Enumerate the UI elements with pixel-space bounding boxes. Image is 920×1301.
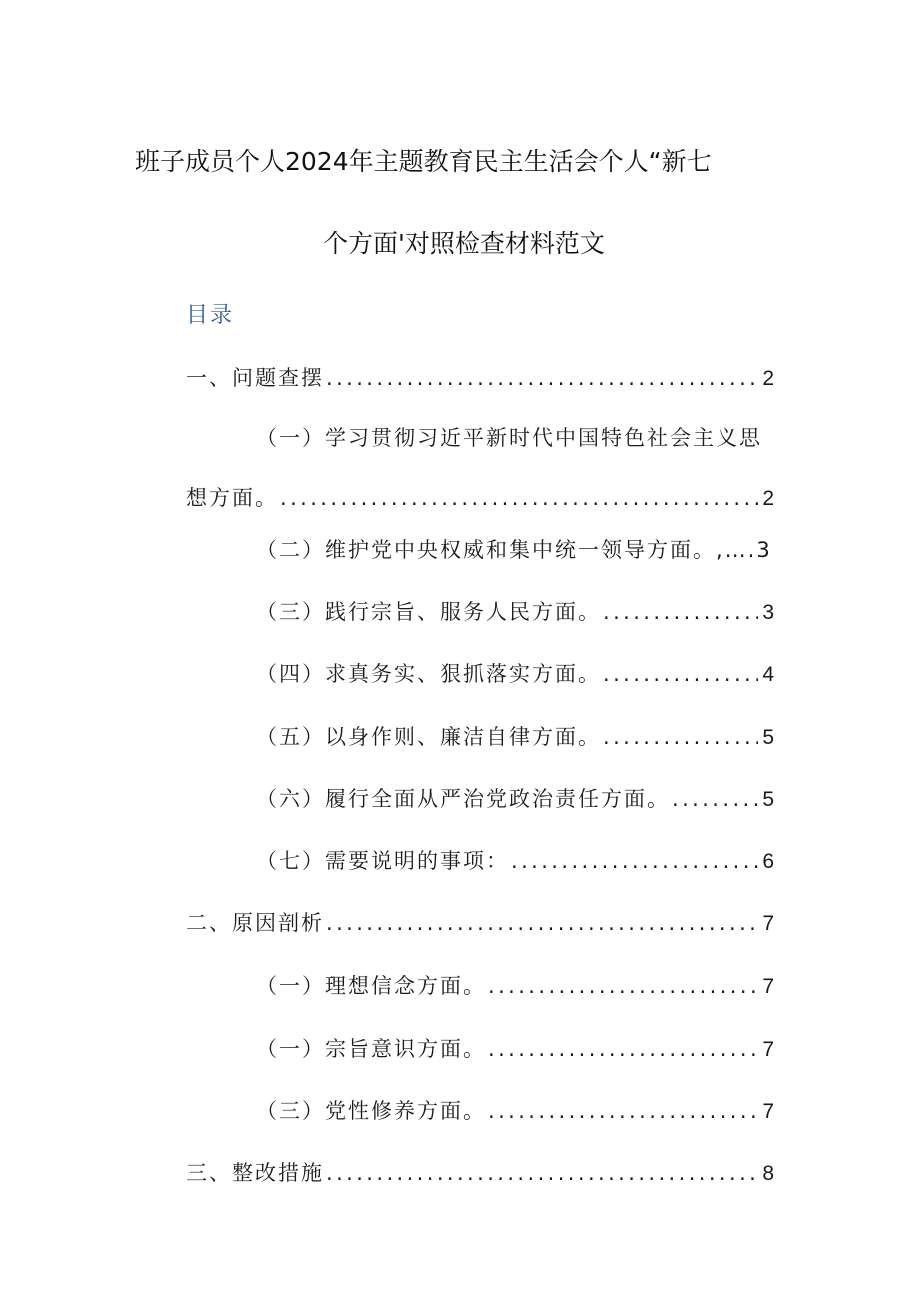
toc-entry-label: 三、整改措施 — [186, 1161, 324, 1185]
toc-entry-purpose-awareness[interactable] — [186, 1037, 774, 1062]
toc-entry-rectification[interactable] — [186, 1161, 774, 1186]
toc-page-number: 7 — [762, 975, 774, 998]
toc-entry-label: 二、原因剖析 — [186, 911, 324, 935]
document-title-line-1: 班子成员个人2024年主题教育民主生活会个人“新七 — [135, 147, 712, 176]
toc-dot-leader — [672, 787, 758, 811]
toc-page-number: 2 — [762, 487, 774, 510]
toc-dot-leader — [326, 1161, 758, 1185]
toc-dot-leader — [511, 849, 758, 873]
toc-entry-problems[interactable] — [186, 366, 774, 391]
toc-entry-matters-to-explain[interactable] — [186, 849, 774, 874]
toc-entry-cause-analysis[interactable] — [186, 911, 774, 936]
toc-entry-label-line-2: 想方面。 — [186, 486, 278, 510]
toc-dot-leader — [603, 725, 758, 749]
toc-page-number: 7 — [762, 1100, 774, 1123]
toc-entry-label: （一）理想信念方面。 — [256, 974, 486, 998]
toc-heading: 目录 — [186, 303, 235, 328]
toc-page-number: 7 — [762, 1038, 774, 1061]
toc-entry-pragmatic[interactable] — [186, 662, 774, 687]
toc-page-number: 6 — [762, 850, 774, 873]
toc-dot-leader — [280, 486, 758, 510]
toc-entry-study-thought[interactable] — [186, 426, 774, 511]
toc-dot-leader — [488, 974, 758, 998]
toc-entry-label: （四）求真务实、狠抓落实方面。 — [256, 662, 601, 686]
toc-entry-integrity[interactable] — [186, 725, 774, 750]
toc-entry-uphold-authority[interactable] — [186, 538, 774, 562]
toc-page-number: 7 — [762, 912, 774, 935]
toc-page-number: 5 — [762, 788, 774, 811]
toc-page-number: 2 — [762, 367, 774, 390]
toc-dot-leader — [603, 600, 758, 624]
document-title-line-2: 个方面'对照检查材料范文 — [323, 229, 605, 258]
toc-entry-label: 一、问题查摆 — [186, 366, 324, 390]
toc-entry-label: （一）宗旨意识方面。 — [256, 1037, 486, 1061]
toc-entry-label: （三）践行宗旨、服务人民方面。 — [256, 600, 601, 624]
toc-entry-label: （七）需要说明的事项： — [256, 849, 509, 873]
toc-entry-label: （五）以身作则、廉洁自律方面。 — [256, 725, 601, 749]
toc-dot-leader — [326, 911, 758, 935]
toc-entry-party-governance[interactable] — [186, 787, 774, 812]
toc-entry-label: （三）党性修养方面。 — [256, 1099, 486, 1123]
toc-dot-leader — [326, 366, 758, 390]
toc-entry-label: （六）履行全面从严治党政治责任方面。 — [256, 787, 670, 811]
toc-entry-ideals-beliefs[interactable] — [186, 974, 774, 999]
toc-page-number: 5 — [762, 726, 774, 749]
toc-entry-serve-people[interactable] — [186, 600, 774, 625]
toc-dot-leader — [488, 1037, 758, 1061]
toc-entry-label-line-1: （一）学习贯彻习近平新时代中国特色社会主义思 — [256, 426, 762, 450]
toc-page-number: 8 — [762, 1162, 774, 1185]
toc-dot-leader — [488, 1099, 758, 1123]
toc-page-number: 4 — [762, 663, 774, 686]
toc-entry-party-spirit[interactable] — [186, 1099, 774, 1124]
toc-dot-leader — [603, 662, 758, 686]
toc-page-number: 3 — [762, 601, 774, 624]
toc-entry-label: （二）维护党中央权威和集中统一领导方面。,….3 — [256, 538, 772, 562]
